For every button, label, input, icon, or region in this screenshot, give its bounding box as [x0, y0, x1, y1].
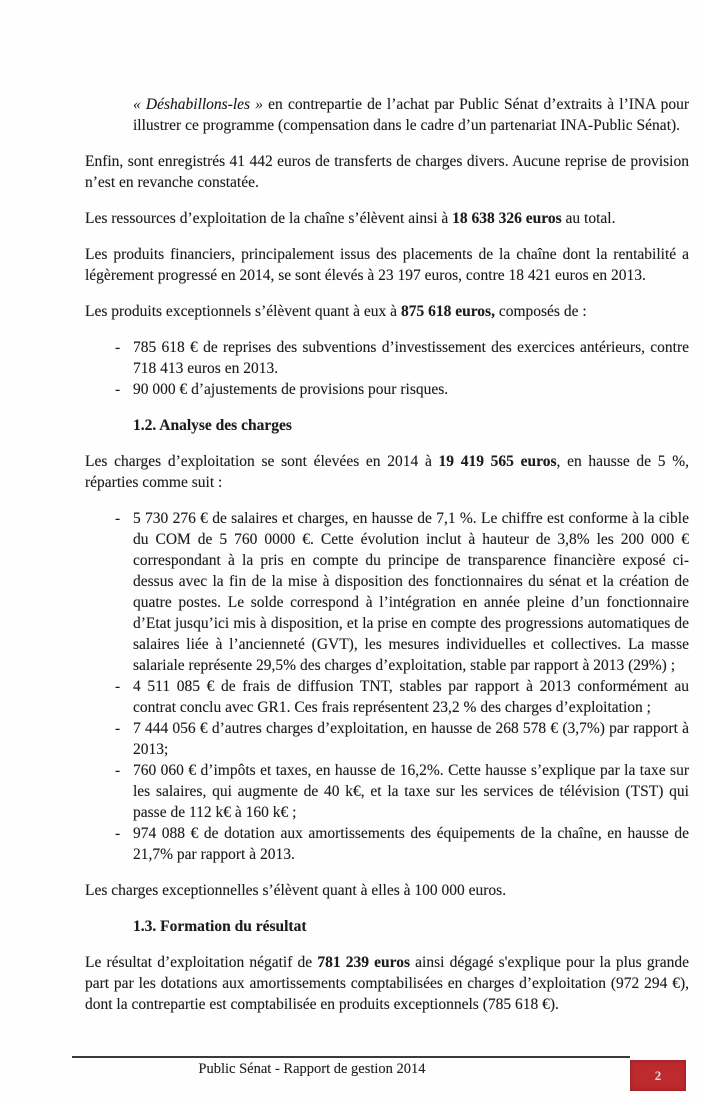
text-run: Enfin, sont enregistrés 41 442 euros de transferts de charges divers. Aucune reprise de provision n’est en revanche constatée. — [85, 153, 689, 191]
text-run: Les produits financiers, principalement issus des placements de la chaîne dont la rentabilité a légèrement progressé en 2014, se sont élevés à 23 197 euros, contre 18 421 euros en 2013. — [85, 246, 689, 284]
bold-text: 18 638 326 euros — [452, 210, 562, 227]
text-run: 90 000 € d’ajustements de provisions pour risques. — [133, 381, 449, 398]
paragraph — [133, 94, 689, 136]
text-run: 5 730 276 € de salaires et charges, en hausse de 7,1 %. Le chiffre est conforme à la cible du COM de 5 760 0000 €. Cette évolution inclut à hauteur de 3,8% les 200 000 € correspondant à la pris en compte du principe de transparence financière exposé ci-dessus avec la fin de la mise à disposition des fonctionnaires du sénat et la création de quatre postes. Le solde correspond à l’intégration en année pleine d’un fonctionnaire d’Etat jusqu’ici mis à disposition, et la prise en compte des progressions automatiques de salaires liée à l’ancienneté (GVT), les mesures individuelles et collectives. La masse salariale représente 29,5% des charges d’exploitation, stable par rapport à 2013 (29%) ; — [133, 510, 689, 674]
text-run: 760 060 € d’impôts et taxes, en hausse de 16,2%. Cette hausse s’explique par la taxe sur les salaires, qui augmente de 40 k€, et la taxe sur les services de télévision (TST) qui passe de 112 k€ à 160 k€ ; — [133, 762, 689, 821]
paragraph — [85, 301, 689, 322]
footer-title: Public Sénat - Rapport de gestion 2014 — [198, 1061, 426, 1077]
bullet-text — [133, 339, 689, 377]
bullet-item — [85, 676, 689, 718]
page-number: 2 — [654, 1067, 662, 1083]
text-run: 785 618 € de reprises des subventions d’investissement des exercices antérieurs, contre 718 413 euros en 2013. — [133, 339, 689, 377]
italic-text: « Déshabillons-les » — [133, 96, 269, 113]
text-run: en contrepartie de l’achat par Public Sénat d’extraits à l’INA pour illustrer ce programme (compensation dans le cadre d’un partenariat INA-Public Sénat). — [133, 96, 690, 134]
bullet-text — [133, 510, 689, 674]
text-run: composés de : — [494, 303, 587, 320]
bullet-dash-icon: - — [115, 720, 121, 737]
text-run: Les ressources d’exploitation de la chaîne s’élèvent ainsi à — [85, 210, 453, 227]
section-heading — [133, 415, 689, 436]
text-run: ainsi dégagé s'explique pour la plus grande part par les dotations aux amortissements comptabilisées en charges d’exploitation (972 294 €), dont la contrepartie est comptabilisée en produits exceptionnels (785 618 €). — [85, 954, 690, 1013]
paragraph — [85, 451, 689, 493]
document-body — [85, 94, 689, 1030]
text-run: Les charges exceptionnelles s’élèvent quant à elles à 100 000 euros. — [85, 882, 507, 899]
footer-divider — [72, 1056, 630, 1058]
bullet-item — [85, 718, 689, 760]
bullet-text — [133, 381, 448, 398]
bullet-item — [85, 508, 689, 676]
bullet-text — [133, 762, 689, 821]
text-run: Le résultat d’exploitation négatif de — [85, 954, 318, 971]
bold-text: 781 239 euros — [317, 954, 411, 971]
bullet-list — [85, 508, 689, 865]
paragraph — [85, 952, 689, 1015]
text-run: 4 511 085 € de frais de diffusion TNT, stables par rapport à 2013 conformément au contrat conclu avec GR1. Ces frais représentent 23,2 % des charges d’exploitation ; — [133, 678, 689, 716]
text-run: , en hausse de 5 %, réparties comme suit : — [85, 453, 689, 491]
paragraph — [85, 880, 689, 901]
paragraph — [85, 208, 689, 229]
bullet-dash-icon: - — [115, 825, 121, 842]
bold-text: 875 618 euros, — [400, 303, 495, 320]
bullet-dash-icon: - — [115, 381, 121, 398]
bullet-text — [133, 678, 689, 716]
paragraph — [85, 244, 689, 286]
bullet-item — [85, 823, 689, 865]
bullet-dash-icon: - — [115, 678, 121, 695]
page-number-badge — [630, 1060, 686, 1091]
bullet-dash-icon: - — [115, 510, 121, 527]
bullet-dash-icon: - — [115, 339, 121, 356]
paragraph — [85, 151, 689, 193]
bold-text: 1.2. Analyse des charges — [133, 417, 292, 434]
text-run: 974 088 € de dotation aux amortissements des équipements de la chaîne, en hausse de 21,7% par rapport à 2013. — [133, 825, 689, 863]
bullet-item — [85, 337, 689, 379]
bullet-item — [85, 760, 689, 823]
text-run: Les charges d’exploitation se sont élevées en 2014 à — [85, 453, 439, 470]
bullet-item — [85, 379, 689, 400]
text-run: 7 444 056 € d’autres charges d’exploitation, en hausse de 268 578 € (3,7%) par rapport à 2013; — [133, 720, 689, 758]
bold-text: 19 419 565 euros — [438, 453, 557, 470]
section-heading — [133, 916, 689, 937]
bullet-text — [133, 720, 689, 758]
bold-text: 1.3. Formation du résultat — [133, 918, 307, 935]
bullet-text — [133, 825, 689, 863]
bullet-dash-icon: - — [115, 762, 121, 779]
text-run: au total. — [561, 210, 616, 227]
text-run: Les produits exceptionnels s’élèvent quant à eux à — [85, 303, 401, 320]
bullet-list — [85, 337, 689, 400]
